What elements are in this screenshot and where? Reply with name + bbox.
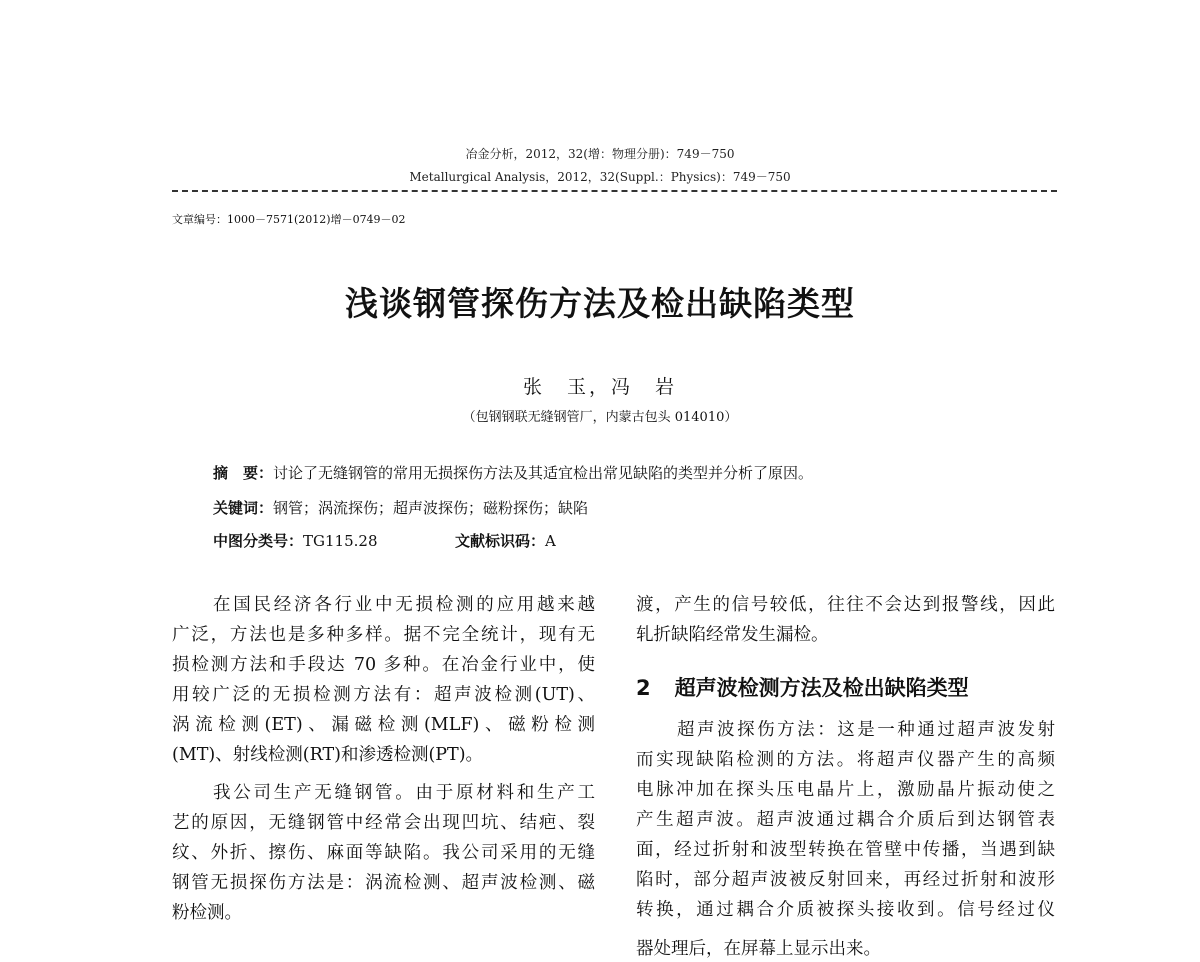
journal-header-cn: 冶金分析，2012，32(增：物理分册)：749－750	[465, 147, 735, 161]
body-line: 转换，通过耦合介质被探头接收到。信号经过仪	[636, 900, 1055, 920]
body-line: 纹、外折、擦伤、麻面等缺陷。我公司采用的无缝	[172, 843, 595, 863]
section-heading	[636, 672, 969, 702]
doc-code-text: A	[545, 532, 556, 550]
body-line: 在国民经济各行业中无损检测的应用越来越	[213, 595, 595, 615]
affiliation: （包钢钢联无缝钢管厂，内蒙古包头 014010）	[462, 410, 738, 425]
body-line: 渡，产生的信号较低，往往不会达到报警线，因此	[636, 595, 1055, 615]
header-divider	[172, 190, 1057, 192]
abstract-text: 讨论了无缝钢管的常用无损探伤方法及其适宜检出常见缺陷的类型并分析了原因。	[273, 464, 814, 482]
section-title: 超声波检测方法及检出缺陷类型	[674, 676, 969, 700]
keywords-label: 关键词：	[213, 499, 274, 517]
body-line: 我公司生产无缝钢管。由于原材料和生产工	[213, 783, 595, 803]
doc-code-label: 文献标识码：	[455, 532, 546, 550]
article-number: 文章编号：1000－7571(2012)增－0749－02	[172, 213, 406, 226]
authors: 张 玉，冯 岩	[522, 376, 677, 398]
body-line: 面，经过折射和波型转换在管壁中传播，当遇到缺	[636, 840, 1055, 860]
body-line: 器处理后，在屏幕上显示出来。	[636, 939, 881, 959]
body-line: 陷时，部分超声波被反射回来，再经过折射和波形	[636, 870, 1055, 890]
body-line: 用较广泛的无损检测方法有：超声波检测(UT)、	[172, 685, 595, 705]
body-line: 轧折缺陷经常发生漏检。	[636, 625, 829, 645]
clc-number	[213, 530, 378, 551]
journal-header-en: Metallurgical Analysis，2012，32(Suppl.：Physics)：749－750	[409, 170, 791, 184]
body-line: 粉检测。	[172, 903, 242, 923]
clc-label: 中图分类号：	[213, 532, 304, 550]
document-code	[455, 530, 556, 551]
body-line: 涡流检测(ET)、漏磁检测(MLF)、磁粉检测	[172, 715, 595, 735]
keywords	[213, 497, 588, 518]
body-line: 超声波探伤方法：这是一种通过超声波发射	[677, 720, 1055, 740]
paper-title: 浅谈钢管探伤方法及检出缺陷类型	[345, 284, 855, 323]
body-line: (MT)、射线检测(RT)和渗透检测(PT)。	[172, 745, 484, 765]
body-line: 艺的原因，无缝钢管中经常会出现凹坑、结疤、裂	[172, 813, 595, 833]
abstract	[213, 462, 813, 483]
clc-text: TG115.28	[303, 532, 378, 550]
abstract-label: 摘 要：	[213, 464, 274, 482]
body-line: 广泛，方法也是多种多样。据不完全统计，现有无	[172, 625, 595, 645]
body-line: 钢管无损探伤方法是：涡流检测、超声波检测、磁	[172, 873, 595, 893]
body-line: 电脉冲加在探头压电晶片上，激励晶片振动使之	[636, 780, 1055, 800]
body-line: 而实现缺陷检测的方法。将超声仪器产生的高频	[636, 750, 1055, 770]
body-line: 产生超声波。超声波通过耦合介质后到达钢管表	[636, 810, 1055, 830]
section-number: 2	[636, 676, 651, 700]
body-line: 损检测方法和手段达 70 多种。在冶金行业中，使	[172, 655, 595, 675]
keywords-text: 钢管；涡流探伤；超声波探伤；磁粉探伤；缺陷	[273, 499, 589, 517]
